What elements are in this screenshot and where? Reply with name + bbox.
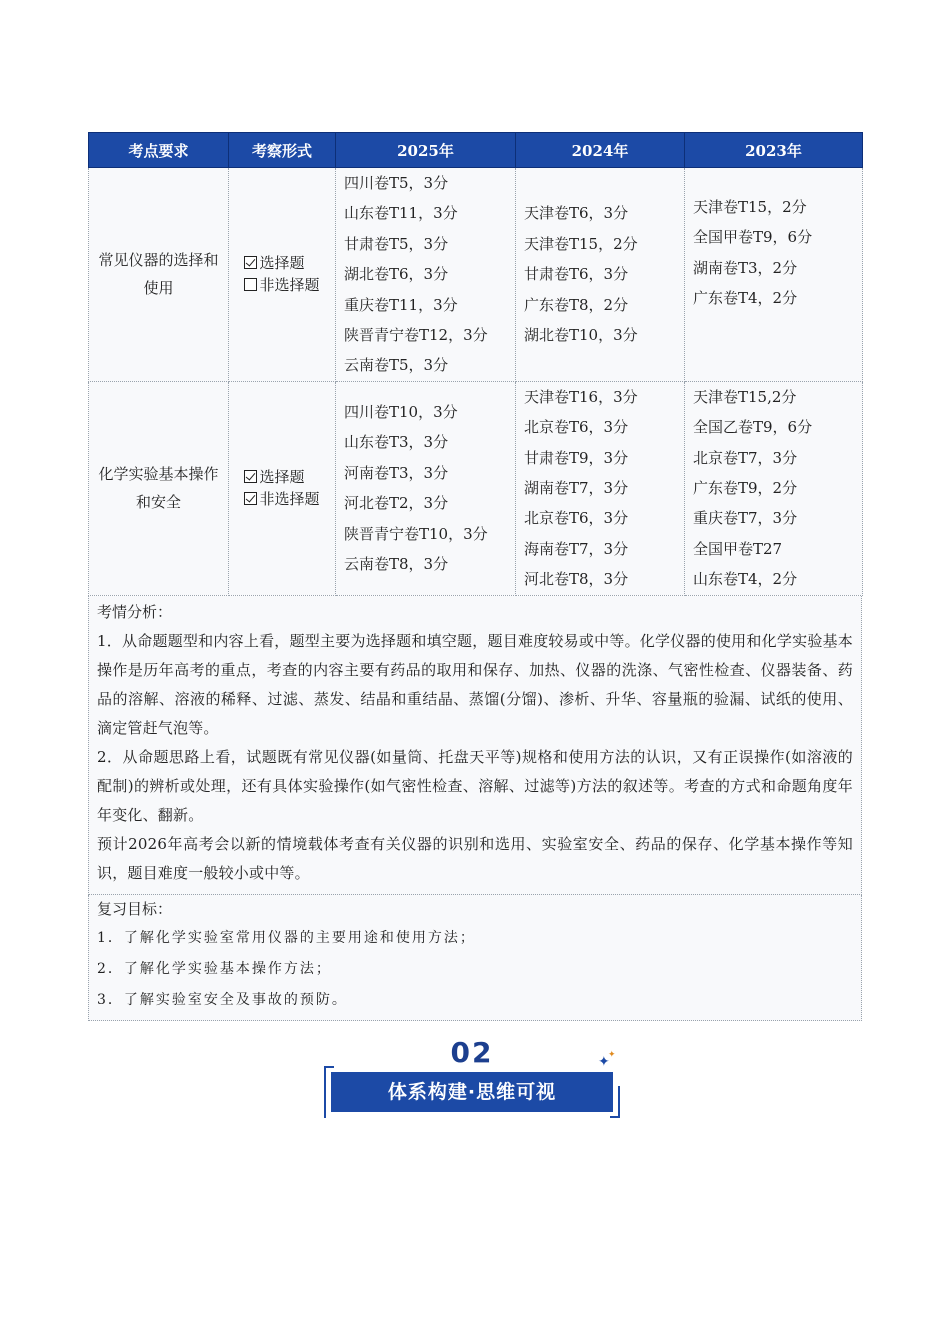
year-2025-cell [336, 381, 516, 595]
exam-points-table [88, 132, 863, 596]
year-2024-cell [516, 381, 685, 595]
topic-cell [89, 381, 229, 595]
topic-text: 常见仪器的选择和使用 [98, 251, 219, 298]
goals-heading: 复习目标： [97, 900, 173, 918]
form-option: 非选择题 [244, 488, 319, 510]
list-item: 天津卷T6，3分 [524, 204, 629, 223]
list-item: 河北卷T2，3分 [344, 494, 449, 513]
analysis-heading: 考情分析： [97, 603, 173, 621]
checked-box-icon [244, 256, 257, 269]
list-item: 重庆卷T7，3分 [693, 509, 798, 528]
header-topic: 考点要求 [89, 133, 229, 168]
table-header-row [89, 133, 863, 168]
list-item: 北京卷T6，3分 [524, 509, 629, 528]
list-item: 四川卷T5，3分 [344, 174, 449, 192]
list-item: 云南卷T8，3分 [344, 555, 449, 574]
section-number: 02 [450, 1036, 494, 1069]
list-item: 河南卷T3，3分 [344, 463, 449, 482]
list-item: 湖北卷T10，3分 [524, 325, 638, 344]
list-item: 全国乙卷T9，6分 [693, 418, 813, 437]
checked-box-icon [244, 470, 257, 483]
analysis-paragraph: 2．从命题思路上看，试题既有常见仪器(如量筒、托盘天平等)规格和使用方法的认识，又有正误操作(如溶液的配制)的辨析或处理，还有具体实验操作(如气密性检查、溶解、过滤等)方法的叙述等。考查的方式和命题角度年年变化、翻新。 [97, 747, 853, 824]
list-item: 湖南卷T7，3分 [524, 479, 629, 498]
year-2025-cell [336, 168, 516, 382]
table-row [89, 381, 863, 595]
goal-item: 1．了解化学实验室常用仪器的主要用途和使用方法； [97, 929, 476, 946]
list-item: 广东卷T8，2分 [524, 295, 629, 314]
year-2023-cell [685, 381, 863, 595]
year-2023-cell [685, 168, 863, 382]
form-option: 非选择题 [244, 274, 319, 296]
list-item: 湖北卷T6，3分 [344, 265, 449, 284]
unchecked-box-icon [244, 278, 257, 291]
list-item: 北京卷T6，3分 [524, 418, 629, 437]
goals-section [88, 895, 862, 1021]
header-form: 考察形式 [229, 133, 336, 168]
list-item: 北京卷T7，3分 [693, 448, 798, 467]
list-item: 陕晋青宁卷T12，3分 [344, 325, 488, 344]
topic-cell [89, 168, 229, 382]
goal-item: 3．了解实验室安全及事故的预防。 [97, 991, 348, 1008]
list-item: 山东卷T4，2分 [693, 570, 798, 589]
section-banner [322, 1034, 622, 1124]
list-item: 天津卷T16，3分 [524, 387, 638, 406]
list-item: 重庆卷T11，3分 [344, 295, 458, 314]
exam-overview [88, 132, 862, 1021]
list-item: 云南卷T5，3分 [344, 356, 449, 375]
list-item: 全国甲卷T9，6分 [693, 228, 813, 247]
analysis-section [88, 596, 862, 895]
list-item: 天津卷T15，2分 [693, 198, 807, 216]
checked-box-icon [244, 492, 257, 505]
topic-text: 化学实验基本操作和安全 [98, 465, 219, 512]
list-item: 全国甲卷T27 [693, 539, 783, 558]
list-item: 陕晋青宁卷T10，3分 [344, 524, 488, 543]
list-item: 天津卷T15,2分 [693, 387, 797, 406]
header-2023: 2023年 [685, 133, 863, 168]
form-cell [229, 381, 336, 595]
list-item: 广东卷T4，2分 [693, 289, 798, 308]
header-2025: 2025年 [336, 133, 516, 168]
list-item: 山东卷T3，3分 [344, 433, 449, 452]
goal-item: 2．了解化学实验基本操作方法； [97, 960, 332, 977]
list-item: 甘肃卷T9，3分 [524, 448, 629, 467]
list-item: 甘肃卷T6，3分 [524, 265, 629, 284]
year-2024-cell [516, 168, 685, 382]
list-item: 广东卷T9，2分 [693, 479, 798, 498]
sparkle-icon: ✦ [598, 1054, 610, 1070]
list-item: 河北卷T8，3分 [524, 570, 629, 589]
list-item: 天津卷T15，2分 [524, 234, 638, 253]
list-item: 海南卷T7，3分 [524, 539, 629, 558]
form-option: 选择题 [244, 252, 319, 274]
sparkle-icon: ✦ [608, 1050, 616, 1060]
table-row [89, 168, 863, 382]
section-title: 体系构建·思维可视 [331, 1072, 613, 1112]
list-item: 山东卷T11，3分 [344, 204, 458, 223]
list-item: 四川卷T10，3分 [344, 403, 458, 422]
list-item: 甘肃卷T5，3分 [344, 234, 449, 253]
analysis-paragraph: 1．从命题题型和内容上看，题型主要为选择题和填空题，题目难度较易或中等。化学仪器的使用和化学实验基本操作是历年高考的重点，考查的内容主要有药品的取用和保存、加热、仪器的洗涤、气密性检查、仪器装备、药品的溶解、溶液的稀释、过滤、蒸发、结晶和重结晶、蒸馏(分馏)、渗析、升华、容量瓶的验漏、试纸的使用、滴定管赶气泡等。 [97, 631, 853, 737]
header-2024: 2024年 [516, 133, 685, 168]
list-item: 湖南卷T3，2分 [693, 258, 798, 277]
form-option: 选择题 [244, 466, 319, 488]
analysis-paragraph: 预计2026年高考会以新的情境载体考查有关仪器的识别和选用、实验室安全、药品的保存、化学基本操作等知识，题目难度一般较小或中等。 [97, 834, 853, 882]
form-cell [229, 168, 336, 382]
